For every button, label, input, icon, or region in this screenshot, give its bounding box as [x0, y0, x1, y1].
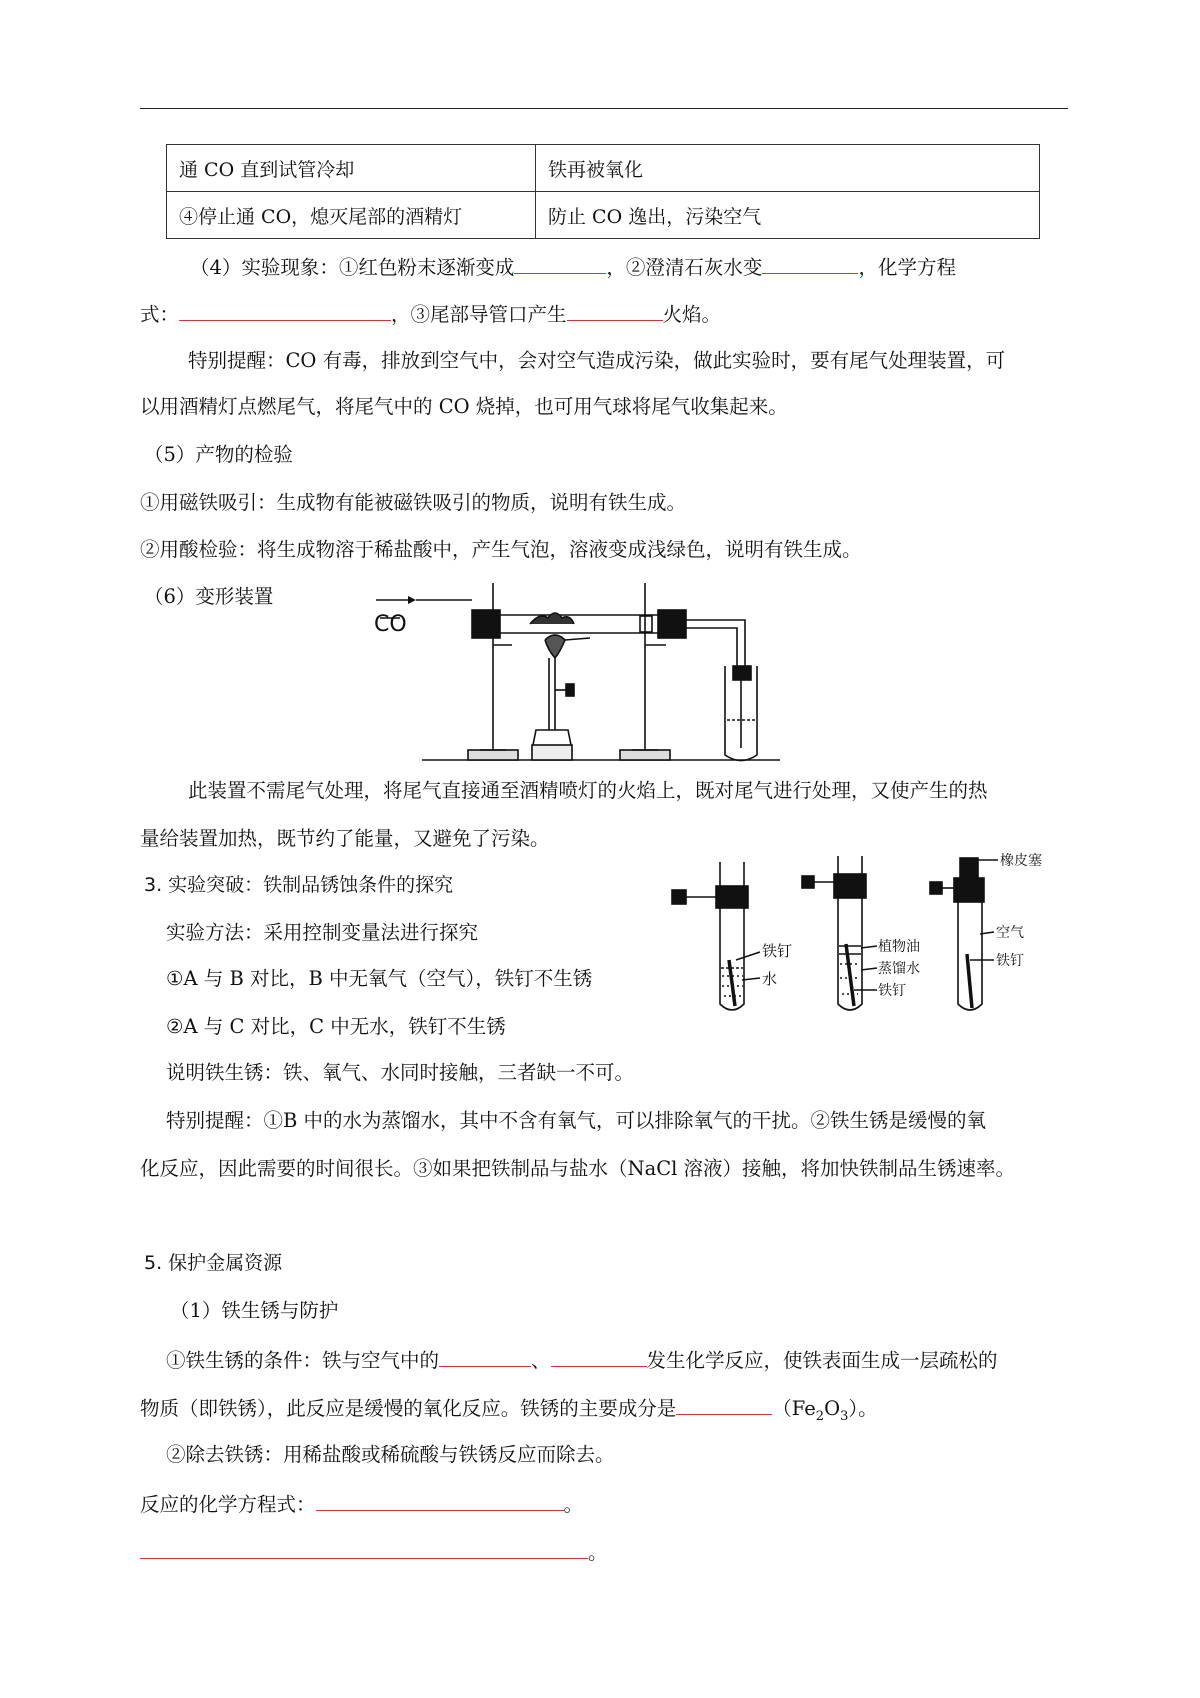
- rust-condition-line: [166, 1346, 998, 1374]
- answer-blank: [439, 1346, 531, 1367]
- answer-blank: [514, 253, 606, 274]
- equation-line: [140, 1538, 608, 1566]
- text: 火焰。: [662, 303, 722, 326]
- subscript: 3: [840, 1408, 849, 1424]
- rust-composition-line: [140, 1394, 878, 1430]
- table-row: [167, 145, 1040, 192]
- paragraph: 实验方法：采用控制变量法进行探究: [166, 921, 479, 944]
- table-cell: 通 CO 直到试管冷却: [167, 145, 536, 192]
- header-rule: [140, 108, 1068, 109]
- reminder-line: 以用酒精灯点燃尾气，将尾气中的 CO 烧掉，也可用气球将尾气收集起来。: [140, 395, 788, 418]
- paragraph: ②除去铁锈：用稀盐酸或稀硫酸与铁锈反应而除去。: [166, 1443, 615, 1466]
- answer-blank: [676, 1394, 772, 1415]
- tube-b-oil-label: 植物油: [878, 939, 920, 955]
- text: ，②澄清石灰水变: [606, 256, 763, 279]
- paragraph: 说明铁生锈：铁、氧气、水同时接触，三者缺一不可。: [166, 1061, 635, 1084]
- section-title: （6）变形装置: [144, 585, 274, 608]
- text: 发生化学反应，使铁表面生成一层疏松的: [646, 1349, 998, 1372]
- text: ）。: [848, 1397, 878, 1420]
- table-row: [167, 192, 1040, 239]
- tube-c-air-label: 空气: [996, 925, 1024, 941]
- table-cell: ④停止通 CO，熄灭尾部的酒精灯: [167, 192, 536, 239]
- paragraph: 量给装置加热，既节约了能量，又避免了污染。: [140, 827, 550, 850]
- text: 反应的化学方程式：: [140, 1493, 316, 1516]
- answer-blank: [316, 1490, 564, 1511]
- paragraph: ②A 与 C 对比，C 中无水，铁钉不生锈: [166, 1015, 506, 1038]
- equation-line: [140, 300, 721, 328]
- answer-blank: [140, 1538, 588, 1559]
- answer-blank: [567, 300, 663, 321]
- paragraph: 此装置不需尾气处理，将尾气直接通至酒精喷灯的火焰上，既对尾气进行处理，又使产生的热: [188, 779, 988, 802]
- section-title: （5）产物的检验: [144, 443, 293, 466]
- tube-b-water-label: 蒸馏水: [878, 961, 920, 977]
- subscript: 2: [815, 1408, 825, 1424]
- paragraph: ①A 与 B 对比，B 中无氧气（空气），铁钉不生锈: [166, 967, 593, 990]
- subsection-title: （1）铁生锈与防护: [170, 1299, 339, 1322]
- text: （Fe: [772, 1397, 816, 1420]
- text: 式：: [140, 303, 180, 326]
- tube-b-nail-label: 铁钉: [878, 983, 906, 999]
- answer-blank: [179, 300, 391, 321]
- rust-experiment-diagram: [662, 853, 1062, 1018]
- answer-blank: [762, 253, 858, 274]
- tube-a-water-label: 水: [762, 970, 778, 988]
- paragraph: ①用磁铁吸引：生成物有能被磁铁吸引的物质，说明有铁生成。: [140, 491, 687, 514]
- paragraph: ②用酸检验：将生成物溶于稀盐酸中，产生气泡，溶液变成浅绿色，说明有铁生成。: [140, 538, 862, 561]
- steps-table: [166, 144, 1040, 239]
- reminder-line: 特别提醒：①B 中的水为蒸馏水，其中不含有氧气，可以排除氧气的干扰。②铁生锈是缓慢的氧: [166, 1109, 987, 1132]
- table-cell: 防止 CO 逸出，污染空气: [536, 192, 1040, 239]
- equation-prompt-line: [140, 1490, 583, 1518]
- text: ①铁生锈的条件：铁与空气中的: [166, 1349, 440, 1372]
- tube-c-nail-label: 铁钉: [996, 953, 1024, 969]
- co-reduction-apparatus-diagram: [374, 580, 800, 765]
- section-heading: 3. 实验突破：铁制品锈蚀条件的探究: [144, 874, 454, 896]
- reminder-line: 化反应，因此需要的时间很长。③如果把铁制品与盐水（NaCl 溶液）接触，将加快铁制品生锈速率。: [140, 1157, 1016, 1180]
- text: （4）实验现象：①红色粉末逐渐变成: [190, 256, 515, 279]
- section-heading: 5. 保护金属资源: [144, 1252, 283, 1274]
- text: 、: [531, 1349, 551, 1372]
- text: 。: [563, 1493, 584, 1516]
- text: ，③尾部导管口产生: [391, 303, 567, 326]
- text: ，化学方程: [858, 256, 956, 279]
- text: 物质（即铁锈），此反应是缓慢的氧化反应。铁锈的主要成分是: [140, 1397, 677, 1420]
- tube-c-stopper-label: 橡皮塞: [1000, 853, 1042, 869]
- table-cell: 铁再被氧化: [536, 145, 1040, 192]
- formula: [772, 1396, 877, 1430]
- text: O: [824, 1397, 841, 1420]
- co-label: CO: [374, 612, 407, 637]
- phenomena-line: [190, 253, 956, 281]
- answer-blank: [551, 1346, 647, 1367]
- reminder-line: 特别提醒：CO 有毒，排放到空气中，会对空气造成污染，做此实验时，要有尾气处理装置，可: [188, 349, 1006, 372]
- tube-a-nail-label: 铁钉: [762, 942, 793, 960]
- text: 。: [588, 1541, 608, 1564]
